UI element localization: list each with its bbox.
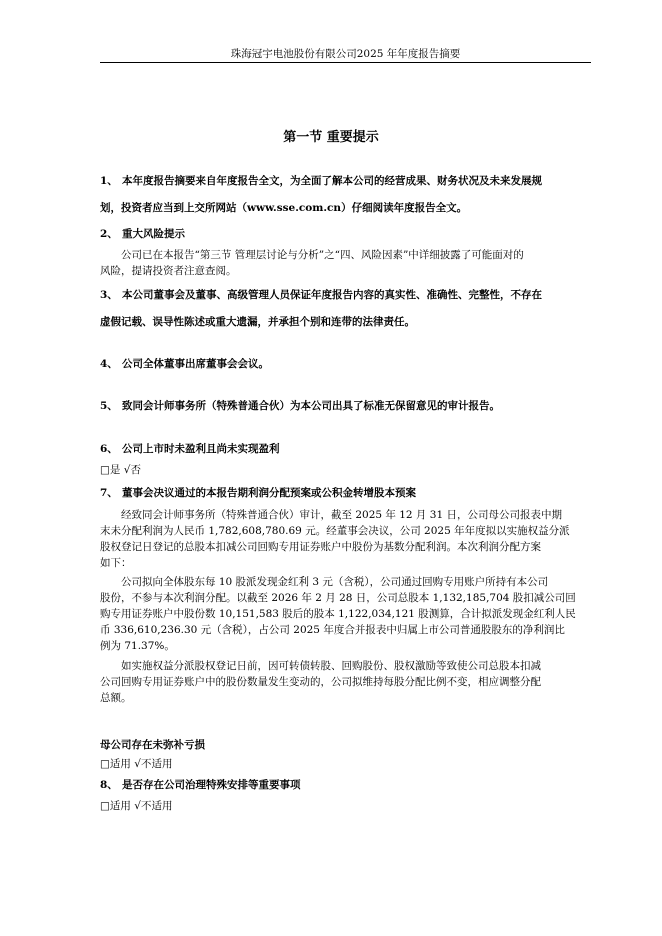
item-5-text: 致同会计师事务所（特殊普通合伙）为本公司出具了标准无保留意见的审计报告。 — [122, 400, 500, 412]
item-7-p2-line-2: 股份，不参与本次利润分配。以截至 2026 年 2 月 28 日，公司总股本 1,132,185,704 股扣减公司回 — [100, 592, 576, 604]
item-7-p1-line-4: 如下： — [100, 557, 132, 569]
item-1-text-1: 本年度报告摘要来自年度报告全文，为全面了解本公司的经营成果、财务状况及未来发展规 — [122, 175, 542, 187]
item-2-paragraph-line-2: 风险，提请投资者注意查阅。 — [100, 265, 237, 277]
item-3-text-1: 本公司董事会及董事、高级管理人员保证年度报告内容的真实性、准确性、完整性，不存在 — [122, 289, 542, 301]
item-8-number: 8、 — [100, 779, 118, 791]
item-6-number: 6、 — [100, 443, 118, 455]
item-8-heading-line — [100, 777, 591, 793]
item-1-line-1 — [100, 173, 591, 189]
item-7-p3-line-2: 公司回购专用证券账户中的股份数量发生变动的，公司拟维持每股分配比例不变，相应调整分配 — [100, 676, 541, 688]
header-rule — [100, 62, 591, 63]
item-7-p2-line-5: 例为 71.37%。 — [100, 640, 175, 652]
item-7-p3-line-3: 总额。 — [100, 692, 132, 704]
item-6-heading-line — [100, 441, 591, 457]
item-7-p1-line-3: 股权登记日登记的总股本扣减公司回购专用证券账户中股份为基数分配利润。本次利润分配方案 — [100, 541, 541, 553]
item-3-number: 3、 — [100, 289, 118, 301]
item-2-heading-line — [100, 226, 591, 242]
item-7-heading-line — [100, 485, 591, 501]
item-2-heading: 重大风险提示 — [122, 228, 185, 240]
parent-loss-options: □适用 √不适用 — [100, 758, 173, 770]
item-5-number: 5、 — [100, 400, 118, 412]
item-1-number: 1、 — [100, 175, 118, 187]
item-7-heading: 董事会决议通过的本报告期利润分配预案或公积金转增股本预案 — [122, 487, 416, 499]
item-8-options: □适用 √不适用 — [100, 800, 173, 812]
item-7-p2-line-4: 币 336,610,236.30 元（含税），占公司 2025 年度合并报表中归属上市公司普通股股东的净利润比 — [100, 624, 565, 636]
item-8-heading: 是否存在公司治理特殊安排等重要事项 — [122, 779, 301, 791]
item-6-options: □是 √否 — [100, 464, 141, 476]
item-1-line-2: 划，投资者应当到上交所网站（www.sse.com.cn）仔细阅读年度报告全文。 — [100, 202, 468, 214]
item-3-line-1 — [100, 287, 591, 303]
item-7-p3-line-1: 如实施权益分派股权登记日前，因可转债转股、回购股份、股权激励等致使公司总股本扣减 — [121, 660, 541, 672]
item-7-p2-line-3: 购专用证券账户中股份数 10,151,583 股后的股本 1,122,034,121 股测算，合计拟派发现金红利人民 — [100, 608, 576, 620]
item-7-p1-line-2: 末未分配利润为人民币 1,782,608,780.69 元。经董事会决议，公司 2025 年年度拟以实施权益分派 — [100, 525, 570, 537]
item-7-number: 7、 — [100, 487, 118, 499]
section-title: 第一节 重要提示 — [283, 130, 379, 145]
item-5-line — [100, 398, 591, 414]
item-3-line-2: 虚假记载、误导性陈述或重大遗漏，并承担个别和连带的法律责任。 — [100, 316, 415, 328]
item-4-number: 4、 — [100, 358, 118, 370]
parent-loss-heading: 母公司存在未弥补亏损 — [100, 739, 205, 751]
item-2-paragraph-line-1: 公司已在本报告“第三节 管理层讨论与分析”之“四、风险因素”中详细披露了可能面对的 — [121, 249, 524, 261]
item-7-p2-line-1: 公司拟向全体股东每 10 股派发现金红利 3 元（含税），公司通过回购专用账户所持有本公司 — [121, 576, 549, 588]
item-6-heading: 公司上市时未盈利且尚未实现盈利 — [122, 443, 280, 455]
item-2-number: 2、 — [100, 228, 118, 240]
item-4-line — [100, 356, 591, 372]
running-header: 珠海冠宇电池股份有限公司2025 年年度报告摘要 — [230, 48, 461, 60]
item-4-text: 公司全体董事出席董事会会议。 — [122, 358, 269, 370]
item-7-p1-line-1: 经致同会计师事务所（特殊普通合伙）审计，截至 2025 年 12 月 31 日，公司母公司报表中期 — [121, 509, 562, 521]
